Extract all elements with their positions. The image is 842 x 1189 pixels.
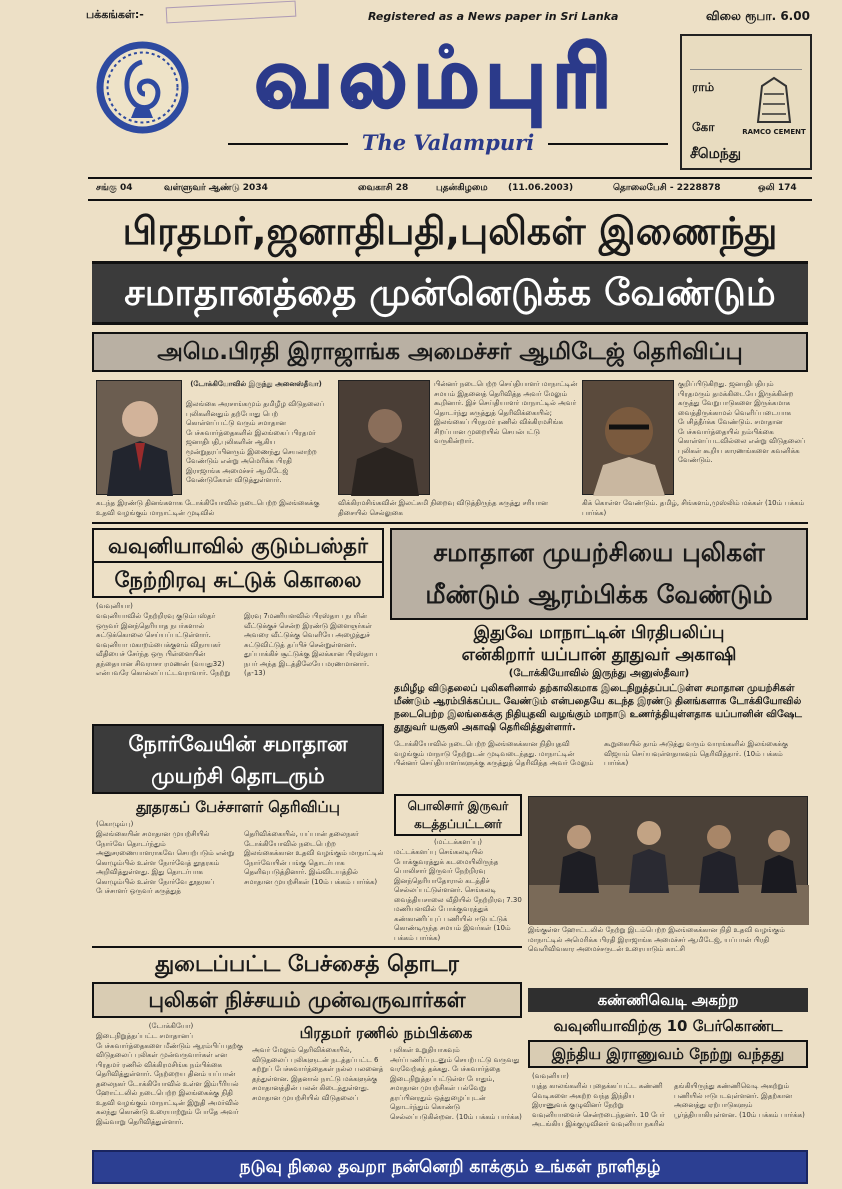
vavuniya-headline-box: [92, 528, 384, 598]
lead-subhead-box: [92, 332, 808, 372]
lead-caption-1: விக்கிரமசிங்கவின் இலட்சுமி நிறைவு விடுத்திருந்த கருத்து சரியான திசையில் செல்லுகை: [338, 499, 548, 517]
talks-body: இடைநிறுத்தப்பட்ட சமாதானப் பேச்சுவார்த்தைகளை மீண்டும் ஆரம்பிப்பதற்கு விடுதலைப் புலிகள் முன்வருவார்கள் என பிரதமர் ரணில் விக்கிரமசிங்க நம்பிக்கை தெரிவித்துள்ளார். நேற்றைய தினம் யப்பான் தலைநகர் டோக்கியோவில் உள்ள இம்பீரியல் ஹோட்டலில் நடைபெற்ற இலங்கைக்கு நிதி உதவி வழங்கும் மாநாட்டின் இறுதி அமர்வில் கலந்து கொண்டு உரையாற்றும் போதே அவர் இவ்வாறு தெரிவித்துள்ளார்.: [96, 1032, 244, 1126]
registered-notice: Registered as a News paper in Sri Lanka: [368, 10, 619, 23]
talks-sub-body: அவர் மேலும் தெரிவிக்கையில், விடுதலைப் புலிகளுடன் நடத்தப்பட்ட 6 சுற்றுப் பேச்சுவார்த்தைகள் நல்ல பலனைத் தந்துள்ளன. இதனால் நாட்டு மக்களுக்கு சமாதானத்தின் பலன் கிடைத்துள்ளது. சமாதான முயற்சியில் விடுதலைப்: [252, 1046, 384, 1102]
photo-conference-meeting: [528, 796, 808, 924]
weekday: புதன்கிழமை: [436, 183, 488, 193]
ad-line-2: கோ: [692, 120, 715, 134]
talks-sub-headline: பிரதமர் ரணில் நம்பிக்கை: [299, 1024, 473, 1042]
norway-headline-2: முயற்சி தொடரும்: [151, 764, 325, 788]
vavuniya-headline-1: வவுனியாவில் குடும்பஸ்தர்: [94, 530, 382, 563]
indian-army-dateline: (வவுனியா): [532, 1072, 569, 1080]
indian-army-banner: [528, 988, 808, 1012]
vavuniya-dateline: (வவுனியா): [96, 602, 133, 610]
peace-subhead-1: இதுவே மாநாட்டின் பிரதிபலிப்பு: [473, 623, 725, 643]
ad-line-3: சீமெந்து: [690, 146, 742, 162]
ad-line-1: ராம்: [692, 80, 715, 94]
peace-headline-2: மீண்டும் ஆரம்பிக்க வேண்டும்: [425, 580, 773, 609]
temple-icon: [748, 76, 800, 124]
police-headline-1: பொலிசார் இருவர்: [407, 799, 509, 813]
talks-sub-body-2: புலிகள் உறுதியாகவும் அர்ப்பணிப்புடனும் செயற்பட்டு வருவது வரவேற்கத் தக்கது. பேச்சுவார்த்தை இடைநிறுத்தப்பட்டுள்ள போதும், சமாதான முயற்சிகள் பல்வேறு தரப்பினரதும் ஒத்துழைப்புடன் தொடர்ந்தும் கொண்டு செல்லப்படுகின்றன. (10ம் பக்கம் பார்க்க): [390, 1046, 522, 1121]
lead-body-1-end: கடந்த இரண்டு தினங்களாக டோக்கியோவில் நடைபெற்ற இலங்கைக்கு உதவி வழங்கும் மாநாட்டின் முடிவில்: [96, 499, 320, 517]
pages-label: பக்கங்கள்:-: [86, 8, 144, 21]
photo-balasingham: [582, 380, 674, 495]
peace-body: டோக்கியோவில் நடைபெற்ற இலங்கைக்கான நிதியுதவி வழங்கும் மாநாடு நேற்றுடன் முடிவடைந்தது. மாநாட்டின் பின்னர் செய்தியாளர்களுக்கு கருத்துத் தெரிவித்த அவர் மேலும் கூறுகையில் தாம் அடுத்து வரும் வாரங்களில் இலங்கைக்கு விஜயம் செய்யவுள்ளதாகவும் தெரிவித்தார். (10ம் பக்கம் பார்க்க): [394, 740, 789, 767]
dateline-bar: [88, 181, 812, 197]
issue-number: ஒலி 174: [758, 183, 797, 193]
dateline-top-rule: [88, 177, 812, 179]
peace-subhead-2: என்கிறார் யப்பான் தூதுவர் அகாஷி: [461, 645, 737, 665]
lead-body-1: இலங்கை அரசாங்கமும் தமிழீழ விடுதலைப் புலிகளினதும் தற்போது பெற் கொள்ளப்பட்டு வரும் சமாதான பேச்சுவார்த்தைகளில் இலங்கைப் பிரதமர் ஜனாதிபதி,புலிகளின் ஆகிய மூன்றுதரப்பினரும் இணைந்து செயலாற்ற வேண்டும் என்று அமெரிக்க பிரதி இராஜாங்க அமைச்சர் ஆமிடேஜ் வேண்டுகோள் விடுத்துள்ளார்.: [186, 400, 325, 484]
police-body: மட்டக்களப்பு செங்கலடியில் போக்குவரத்துக் கடமையிலிருந்த பொலிசார் இருவர் நேற்றிரவு இனந்தெரியாதோரால் கடத்திச் செல்லப்பட்டுள்ளனர். செங்கலடி வைத்தியசாலை வீதியில் நேற்றிரவு 7.30 மணியளவில் போக்குவரத்துக் கண்காணிப்புப் பணியில் ஈடுபட்டுக் கொண்டிருந்த சமயம் இவர்கள் (10ம் பக்கம் பார்க்க): [394, 848, 522, 942]
lead-body-2: பின்னர் நடைபெற்ற செய்தியாளர் மாநாட்டின் சமயம் இதனைத் தெரிவித்த அவர் மேலும் கூறினார். இச் செய்தியாளர் மாநாட்டில் அவர் தொடர்ந்து கருத்துத் தெரிவிக்கையில்; இலங்கைப் பிரதமர் ரணில் விக்கிரமசிங்க சிறப்பான முறையில் செயல்பட்டு வருகின்றார்.: [434, 380, 578, 445]
lead-headline-1: பிரதமர்,ஜனாதிபதி,புலிகள் இணைந்து: [122, 209, 778, 253]
publication-date: (11.06.2003): [508, 183, 574, 193]
norway-subhead: தூதரகப் பேச்சாளர் தெரிவிப்பு: [136, 798, 340, 816]
norway-body: இலங்கையின் சமாதான முயற்சியில் நோர்வே தொடர்ந்தும் அனுசரணையாளராகவே செயற்படும் என்று கொழும்பில் உள்ள நோர்வேத் தூதரகம் அறிவித்துள்ளது. இது தொடர்பாக கொழும்பில் உள்ள நோர்வே தூதரகப் பேச்சாளர் ஒருவர் கருத்துத் தெரிவிக்கையில், யப்பான் தலைநகர் டோக்கியோவில் நடைபெற்ற இலங்கைக்கான உதவி வழங்கும் மாநாட்டில் நோர்வேயின் பங்கு தொடர்பாக தெளிவுபடுத்தினார். இவ்விடயத்தில் சமாதான முயற்சிகள் (10ம் பக்கம் பார்க்க): [96, 830, 384, 895]
ramco-cement-ad: [680, 34, 812, 170]
photo-caption: இங்குள்ள ஹோட்டலில் நேற்று இடம்பெற்ற இலங்கைக்கான நிதி உதவி வழங்கும் மாநாட்டில் அமெரிக்க பிரதி இராஜாங்க அமைச்சர் ஆமிடேஜ், யப்பான் பிரதி வெளிவிவகார அமைச்சருடன் உரையாடும் காட்சி: [528, 926, 785, 953]
footer-slogan-band: [92, 1150, 808, 1184]
newspaper-english-title: The Valampuri: [361, 130, 535, 155]
peace-dateline: (டோக்கியோவில் இருந்து அனுஸ்தீவா): [508, 668, 690, 679]
dateline-bottom-rule: [88, 199, 812, 201]
photo-conference: [338, 380, 430, 495]
lead-dateline: (டோக்கியோவில் இருந்து அனைஸ்தீவா): [190, 380, 322, 388]
lead-headline-2-band: [92, 261, 808, 325]
conch-logo-icon: [95, 40, 190, 135]
stamp-mark: [166, 1, 297, 24]
police-headline-box: [394, 794, 522, 836]
footer-slogan: நடுவு நிலை தவறா நன்னெறி காக்கும் உங்கள் நாளிதழ்: [239, 1157, 661, 1177]
indian-army-banner-text: கண்ணிவெடி அகற்ற: [597, 991, 739, 1009]
lead-subhead: அமெ.பிரதி இராஜாங்க அமைச்சர் ஆமிடேஜ் தெரிவிப்பு: [157, 339, 743, 365]
title-rule-left: [228, 143, 348, 145]
talks-headline-2: புலிகள் நிச்சயம் முன்வருவார்கள்: [148, 988, 466, 1012]
peace-headline-box: [390, 528, 808, 620]
lead-headline-2: சமாதானத்தை முன்னெடுக்க வேண்டும்: [124, 271, 776, 314]
lead-body-3: குறிப்பிடுகிறது. ஜனாதிபதியும் பிரதமரும் தமக்கிடையே இருக்கின்ற கருத்து வேறுபாடுகளை இருக்கமாக வைத்திருக்காமல் வெளிப்படையாக பேசித்தீர்க்க வேண்டும். சமாதான பேச்சுவார்த்தையில் நம்பிக்கை கொள்ளப்படவில்லை என்று விடுதலைப் புலிகள் கூறிய காரணங்களை கவனிக்க வேண்டும்.: [678, 380, 806, 464]
police-dateline: (மட்டக்களப்பு): [434, 838, 482, 846]
tamil-year: வள்ளுவர் ஆண்டு 2034: [164, 183, 268, 193]
photo-armitage: [96, 380, 182, 495]
title-rule-right: [548, 143, 668, 145]
talks-headline-2-box: [92, 982, 522, 1018]
norway-headline-1: நோர்வேயின் சமாதான: [128, 732, 348, 756]
masthead: [78, 0, 818, 175]
ad-fine-print: [690, 42, 802, 70]
indian-army-body: யுத்த காலங்களில் புதைக்கப்பட்ட கண்ணி வெடிகளை அகற்ற வந்த இந்திய இராணுவக் குழுவினர் நேற்று வவுனியாவைச் சென்றடைந்தனர். 10 பேர் அடங்கிய இக்குழுவினர் வவுனியா நகரில் தங்கியிருந்து கண்ணிவெடி அகற்றும் பணியில் ஈடுபடவுள்ளனர். இதற்கான அனைத்து ஏற்பாடுகளும் பூர்த்தியாகியுள்ளன. (10ம் பக்கம் பார்க்க): [532, 1082, 805, 1128]
indian-army-headline-1: வவுனியாவிற்கு 10 பேர்கொண்ட: [553, 1017, 783, 1035]
volume-number: சங்கு 04: [96, 183, 133, 193]
lead-bottom-rule: [92, 522, 808, 524]
police-headline-2: கடத்தப்பட்டனர்: [414, 817, 502, 831]
indian-army-headline-2-box: [528, 1040, 808, 1068]
norway-headline-box: [92, 724, 384, 794]
lead-caption-2: கிக் கொள்ள வேண்டும். தமிழ், சிங்களம்,முஸ்லிம் மக்கள் (10ம் பக்கம் பார்க்க): [582, 499, 805, 517]
indian-army-headline-2: இந்திய இராணுவம் நேற்று வந்தது: [551, 1045, 785, 1063]
newspaper-title: வலம்புரி: [254, 31, 618, 126]
talks-headline-1: துடைப்பட்ட பேச்சைத் தொடர: [155, 952, 459, 977]
price-label: விலை ரூபா. 6.00: [706, 9, 810, 23]
talks-dateline: (டோக்கியோ): [148, 1022, 194, 1030]
norway-dateline: (கொழும்பு): [96, 820, 134, 828]
vavuniya-headline-2: நேற்றிரவு சுட்டுக் கொலை: [114, 568, 362, 592]
peace-headline-1: சமாதான முயற்சியை புலிகள்: [433, 538, 765, 567]
ad-brand: RAMCO CEMENT: [742, 128, 806, 136]
phone-number: தொலைபேசி - 2228878: [613, 183, 721, 193]
vavuniya-body: வவுனியாவில் நேற்றிரவு குடும்பஸ்தர் ஒருவர் இனந்தெரியாத நபர்களால் சுட்டுக்கொலை செய்யப்பட்டுள்ளார். வவுனியா மகாறம்பைக்குளம் விநாயகர் வீதியைச் சேர்ந்த ஒரு பிள்ளையின் தந்தையான சிவராசா ரமணன் (வயது32) என்பவரே கொல்லப்பட்டவராவார். நேற்று இரவு 7மணியளவில் பிரஸ்தாப நபரின் வீட்டுக்குச் சென்ற இரண்டு இளைஞர்கள் அவரை வீட்டுக்கு வெளியே அழைத்துச் சுட்டுவிட்டுத் தப்பிச் சென்றுள்ளனர். துப்பாக்கிச் சூட்டுக்கு இலக்கான பிரஸ்தாப நபர் அந்த இடத்திலேயே மரணமானார். (த-13): [96, 612, 378, 677]
peace-lead-body: தமிழீழ விடுதலைப் புலிகளினால் தற்காலிகமாக இடைநிறுத்தப்பட்டுள்ள சமாதான முயற்சிகள் மீண்டும் ஆரம்பிக்கப்பட வேண்டும் என்பதையே கடந்த இரண்டு தினங்களாக டோக்கியோவில் நடைபெற்ற இலங்கைக்கு நிதியுதவி வழங்கும் மாநாடு உணர்த்தியுள்ளதாக யப்பானின் விஷேட தூதுவர் யசூஸி அகாஷி தெரிவித்துள்ளார்.: [394, 683, 802, 733]
tamil-month-date: வைகாசி 28: [358, 183, 409, 193]
